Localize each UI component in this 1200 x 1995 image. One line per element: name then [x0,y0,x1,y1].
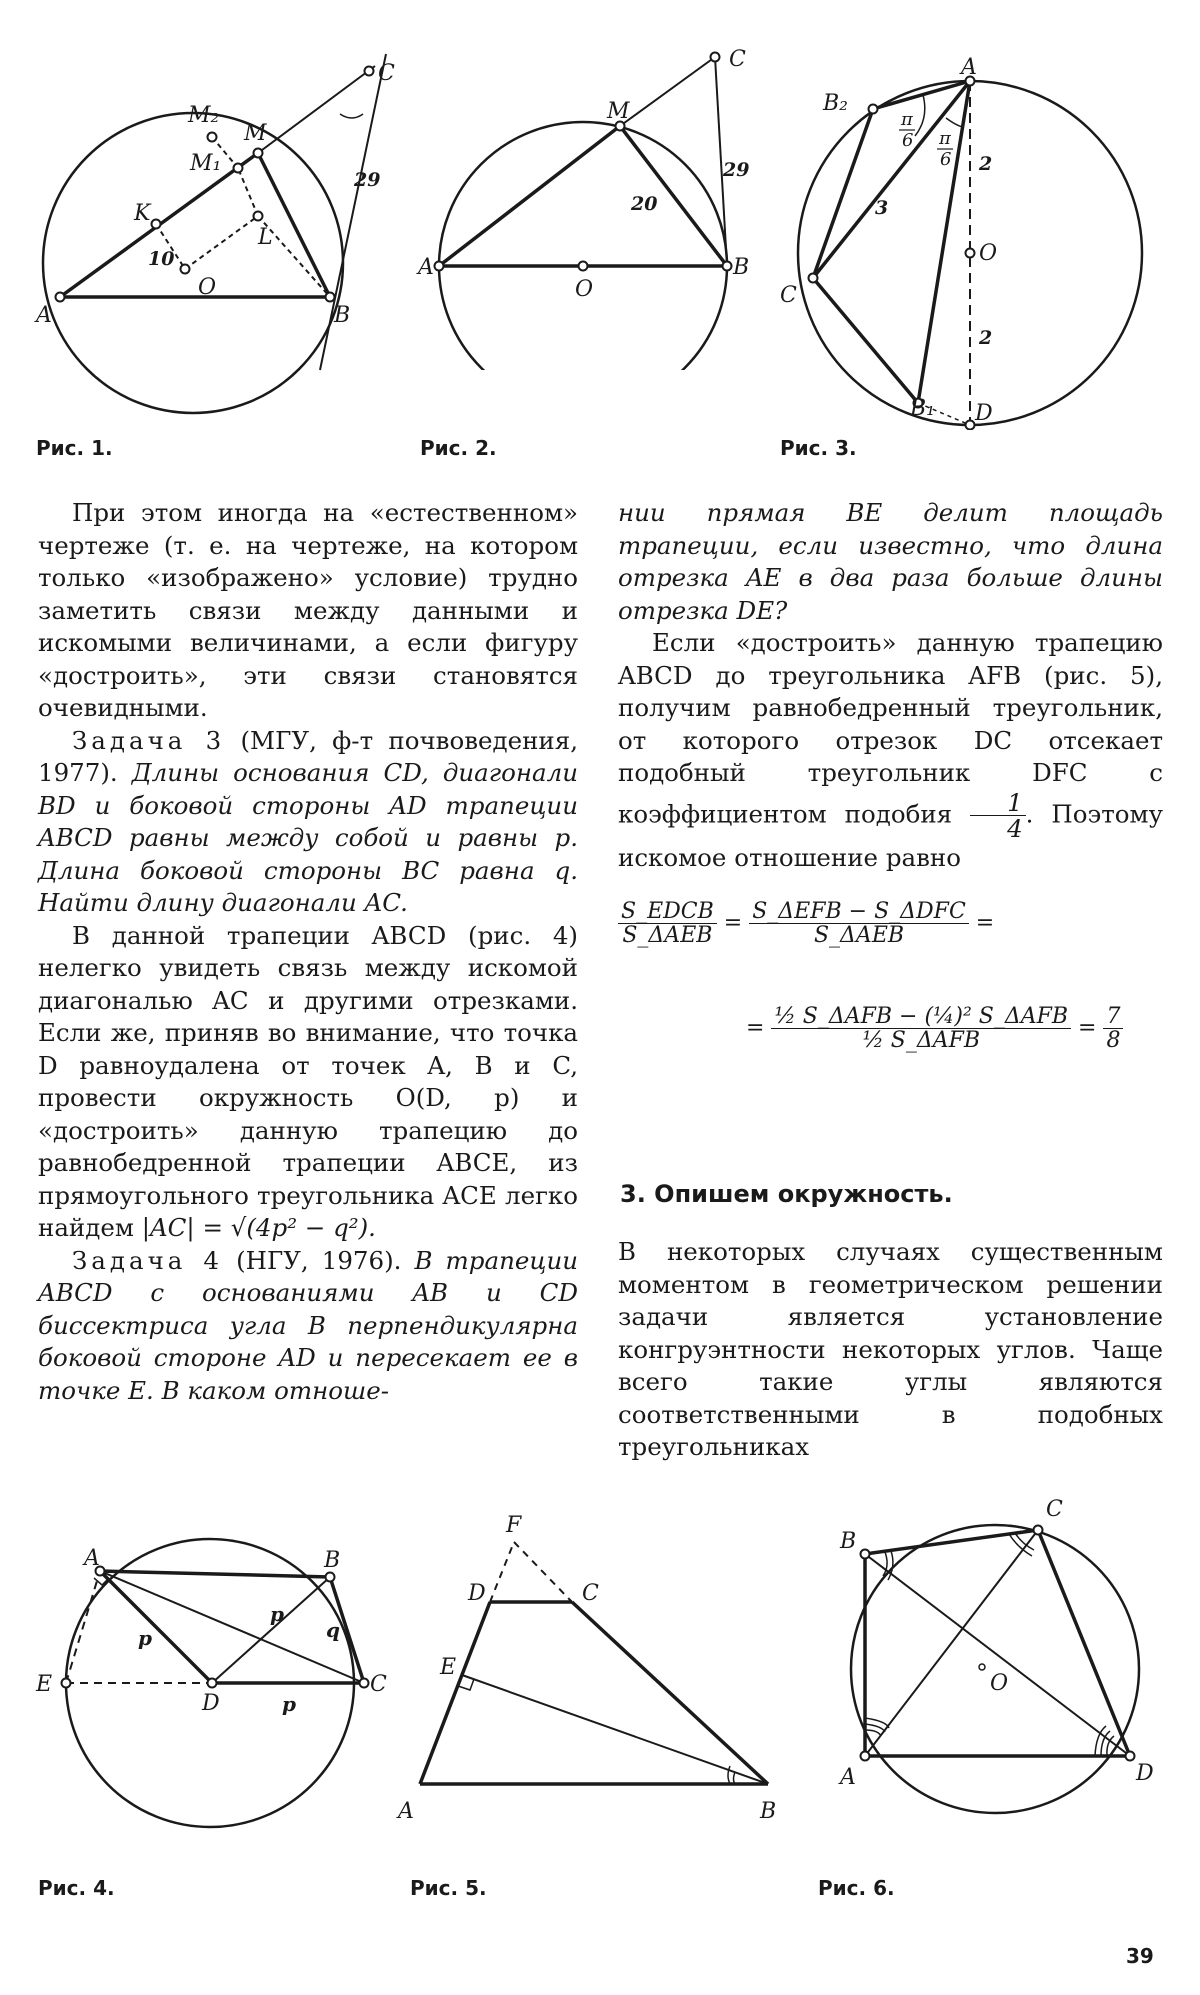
fig5-label-d: D [468,1581,486,1606]
right-column-section-3 [618,1236,1163,1464]
fig1-label-k: K [134,201,151,226]
fig2-length-20: 20 [631,193,658,215]
fig5-label-a: A [398,1799,414,1824]
paragraph-task-3 [38,725,578,920]
fig2-label-c: C [729,47,746,72]
fig1-length-29: 29 [354,169,381,191]
formula-main-numerator: ½ S_ΔAFB − (¼)² S_ΔAFB [771,1005,1071,1029]
fig1-label-b: B [334,303,351,328]
paragraph-intro: При этом иногда на «естественном» чертеже (т. е. на чертеже, на котором только «изображено» условие) трудно заметить связи между данными и искомыми величинами, а если фигуру «достроить», эти связи становятся очевидными. [38,498,578,722]
similarity-fraction [970,787,1026,844]
fig1-label-l: L [258,225,273,250]
fig3-angle1-pi: π [901,109,913,130]
fig4-label-b: B [324,1548,341,1573]
fig6-label-a: A [840,1765,856,1790]
figure-4 [20,1535,410,1865]
fig4-label-e: E [36,1672,53,1697]
fig4-length-p1: p [138,1626,152,1650]
figure-2-caption: Рис. 2. [420,436,497,460]
fig3-angle1-six: 6 [902,130,914,151]
formula-equals-3: = [746,1015,765,1041]
figure-2-drawing [415,40,785,370]
left-text-column [38,497,578,1407]
fig4-label-c: C [370,1672,387,1697]
fig6-label-c: C [1046,1497,1063,1522]
formula-equals-4: = [1078,1015,1097,1041]
fraction-numerator: 1 [970,790,1026,817]
task-4-solution-text: Если «достроить» данную трапецию ABCD до треугольника AFB (рис. 5), получим равнобедренный треугольник, от которого отрезок DC отсекает подобный треугольник DFC с коэффициентом подобия [618,628,1163,829]
task-3-solution-text: В данной трапеции ABCD (рис. 4) нелегко увидеть связь между искомой диагональю AC и другими отрезками. Если же, приняв во внимание, что точка D равноудалена от точек A, B и C, провести окружность O(D, p) и «достроить» данную трапецию до равнобедренной трапеции ABCE, из прямоугольного треугольника ACE легко найдем [38,920,578,1242]
task-3-label: Задача 3 [72,725,226,755]
formula-equals-1: = [723,910,743,936]
fig3-label-d: D [975,401,993,426]
fig4-length-q: q [326,1618,340,1642]
formula-lhs [618,900,717,947]
figure-3-caption: Рис. 3. [780,436,857,460]
fig2-label-b: B [733,255,750,280]
formula-rhs [749,900,969,947]
fig1-label-c: C [378,61,395,86]
fraction-denominator: 4 [1007,814,1023,844]
fig1-length-10: 10 [148,248,175,270]
fig5-label-b: B [760,1799,777,1824]
task-4-statement: В трапеции ABCD с основаниями AB и CD биссектриса угла B перпендикулярна боковой стороне AD и пересекает ее в точке E. В каком отноше- [38,1245,579,1405]
fig2-label-o: O [575,277,594,302]
fig2-length-29: 29 [723,159,750,181]
formula-line-1 [618,900,1178,947]
fig3-label-b1: B₁ [910,396,935,421]
figure-1-drawing [30,40,410,420]
paragraph-task-3-solution [38,920,578,1245]
figure-3-drawing [775,40,1200,430]
formula-lhs-denominator: S_ΔAEB [622,923,713,949]
formula-lhs-numerator: S_EDCB [618,900,717,924]
fig1-label-o: O [198,275,217,300]
figure-4-drawing [20,1535,410,1865]
formula-rhs-denominator: S_ΔAEB [813,923,905,949]
figure-5-caption: Рис. 5. [410,1876,487,1900]
figure-6-drawing [790,1480,1200,1820]
fig3-label-a: A [961,55,977,80]
task-3-source: (МГУ, ф-т почвоведения, 1977). [38,725,578,787]
fig3-label-c: C [780,283,797,308]
fig4-label-a: A [84,1546,100,1571]
fig4-length-p3: p [282,1692,296,1716]
fig3-label-o: O [979,241,998,266]
fig1-label-m1: M₁ [190,151,222,176]
fig5-label-f: F [506,1513,522,1538]
formula-equals-2: = [975,910,995,936]
formula-main-denominator: ½ S_ΔAFB [862,1028,981,1054]
fig6-label-b: B [840,1529,857,1554]
formula-rhs-numerator: S_ΔEFB − S_ΔDFC [749,900,969,924]
fig3-angle2-pi: π [939,128,951,149]
figure-5-drawing [390,1500,790,1840]
formula-main-fraction [771,1005,1071,1052]
fig5-label-c: C [582,1581,599,1606]
page-number: 39 [1126,1944,1154,1968]
figure-6 [790,1480,1200,1820]
paragraph-section-3: В некоторых случаях существенным моментом в геометрическом решении задачи является установление конгруэнтности некоторых углов. Чаще всего такие углы являются соответственными в подобных треугольниках [618,1237,1163,1461]
figure-1-caption: Рис. 1. [36,436,113,460]
figure-1 [30,40,410,420]
fig3-length-2a: 2 [979,153,993,175]
task-3-statement: Длины основания CD, диагонали BD и боковой стороны AD трапеции ABCD равны между собой и равны p. Длина боковой стороны BC равна q. Найти длину диагонали AC. [38,758,578,917]
task-3-answer-formula: |AC| = √(4p² − q²). [141,1213,376,1242]
formula-result-denominator: 8 [1106,1028,1121,1054]
figure-5 [390,1500,790,1840]
fig3-angle2-six: 6 [940,149,952,170]
figure-2 [415,40,785,370]
fig1-label-a: A [36,303,52,328]
fig3-length-3: 3 [875,197,889,219]
figure-3 [775,40,1200,430]
fig4-label-d: D [202,1691,220,1716]
fig6-label-o: O [990,1671,1009,1696]
fig1-label-m2: M₂ [188,103,220,128]
task-4-solution-end: . Поэтому искомое отношение равно [618,799,1163,872]
paragraph-task-4 [38,1245,578,1408]
fig5-label-e: E [440,1655,457,1680]
fig3-length-2b: 2 [979,327,993,349]
paragraph-task-4-solution [618,627,1163,874]
figure-6-caption: Рис. 6. [818,1876,895,1900]
formula-line-2 [746,1005,1176,1052]
task-4-continuation: нии прямая BE делит площадь трапеции, если известно, что длина отрезка AE в два раза больше длины отрезка DE? [618,498,1163,625]
fig6-label-d: D [1136,1761,1154,1786]
formula-result-numerator: 7 [1103,1005,1123,1029]
right-text-column [618,497,1163,874]
task-4-source: (НГУ, 1976). [223,1245,415,1275]
fig3-label-b2: B₂ [823,91,848,116]
fig2-label-m: M [607,99,630,124]
fig1-label-m: M [244,121,267,146]
section-heading: 3. Опишем окружность. [620,1180,953,1208]
task-4-label: Задача 4 [72,1245,224,1275]
fig2-label-a: A [418,255,434,280]
formula-result [1103,1005,1123,1052]
figure-4-caption: Рис. 4. [38,1876,115,1900]
fig4-length-p2: p [270,1602,284,1626]
